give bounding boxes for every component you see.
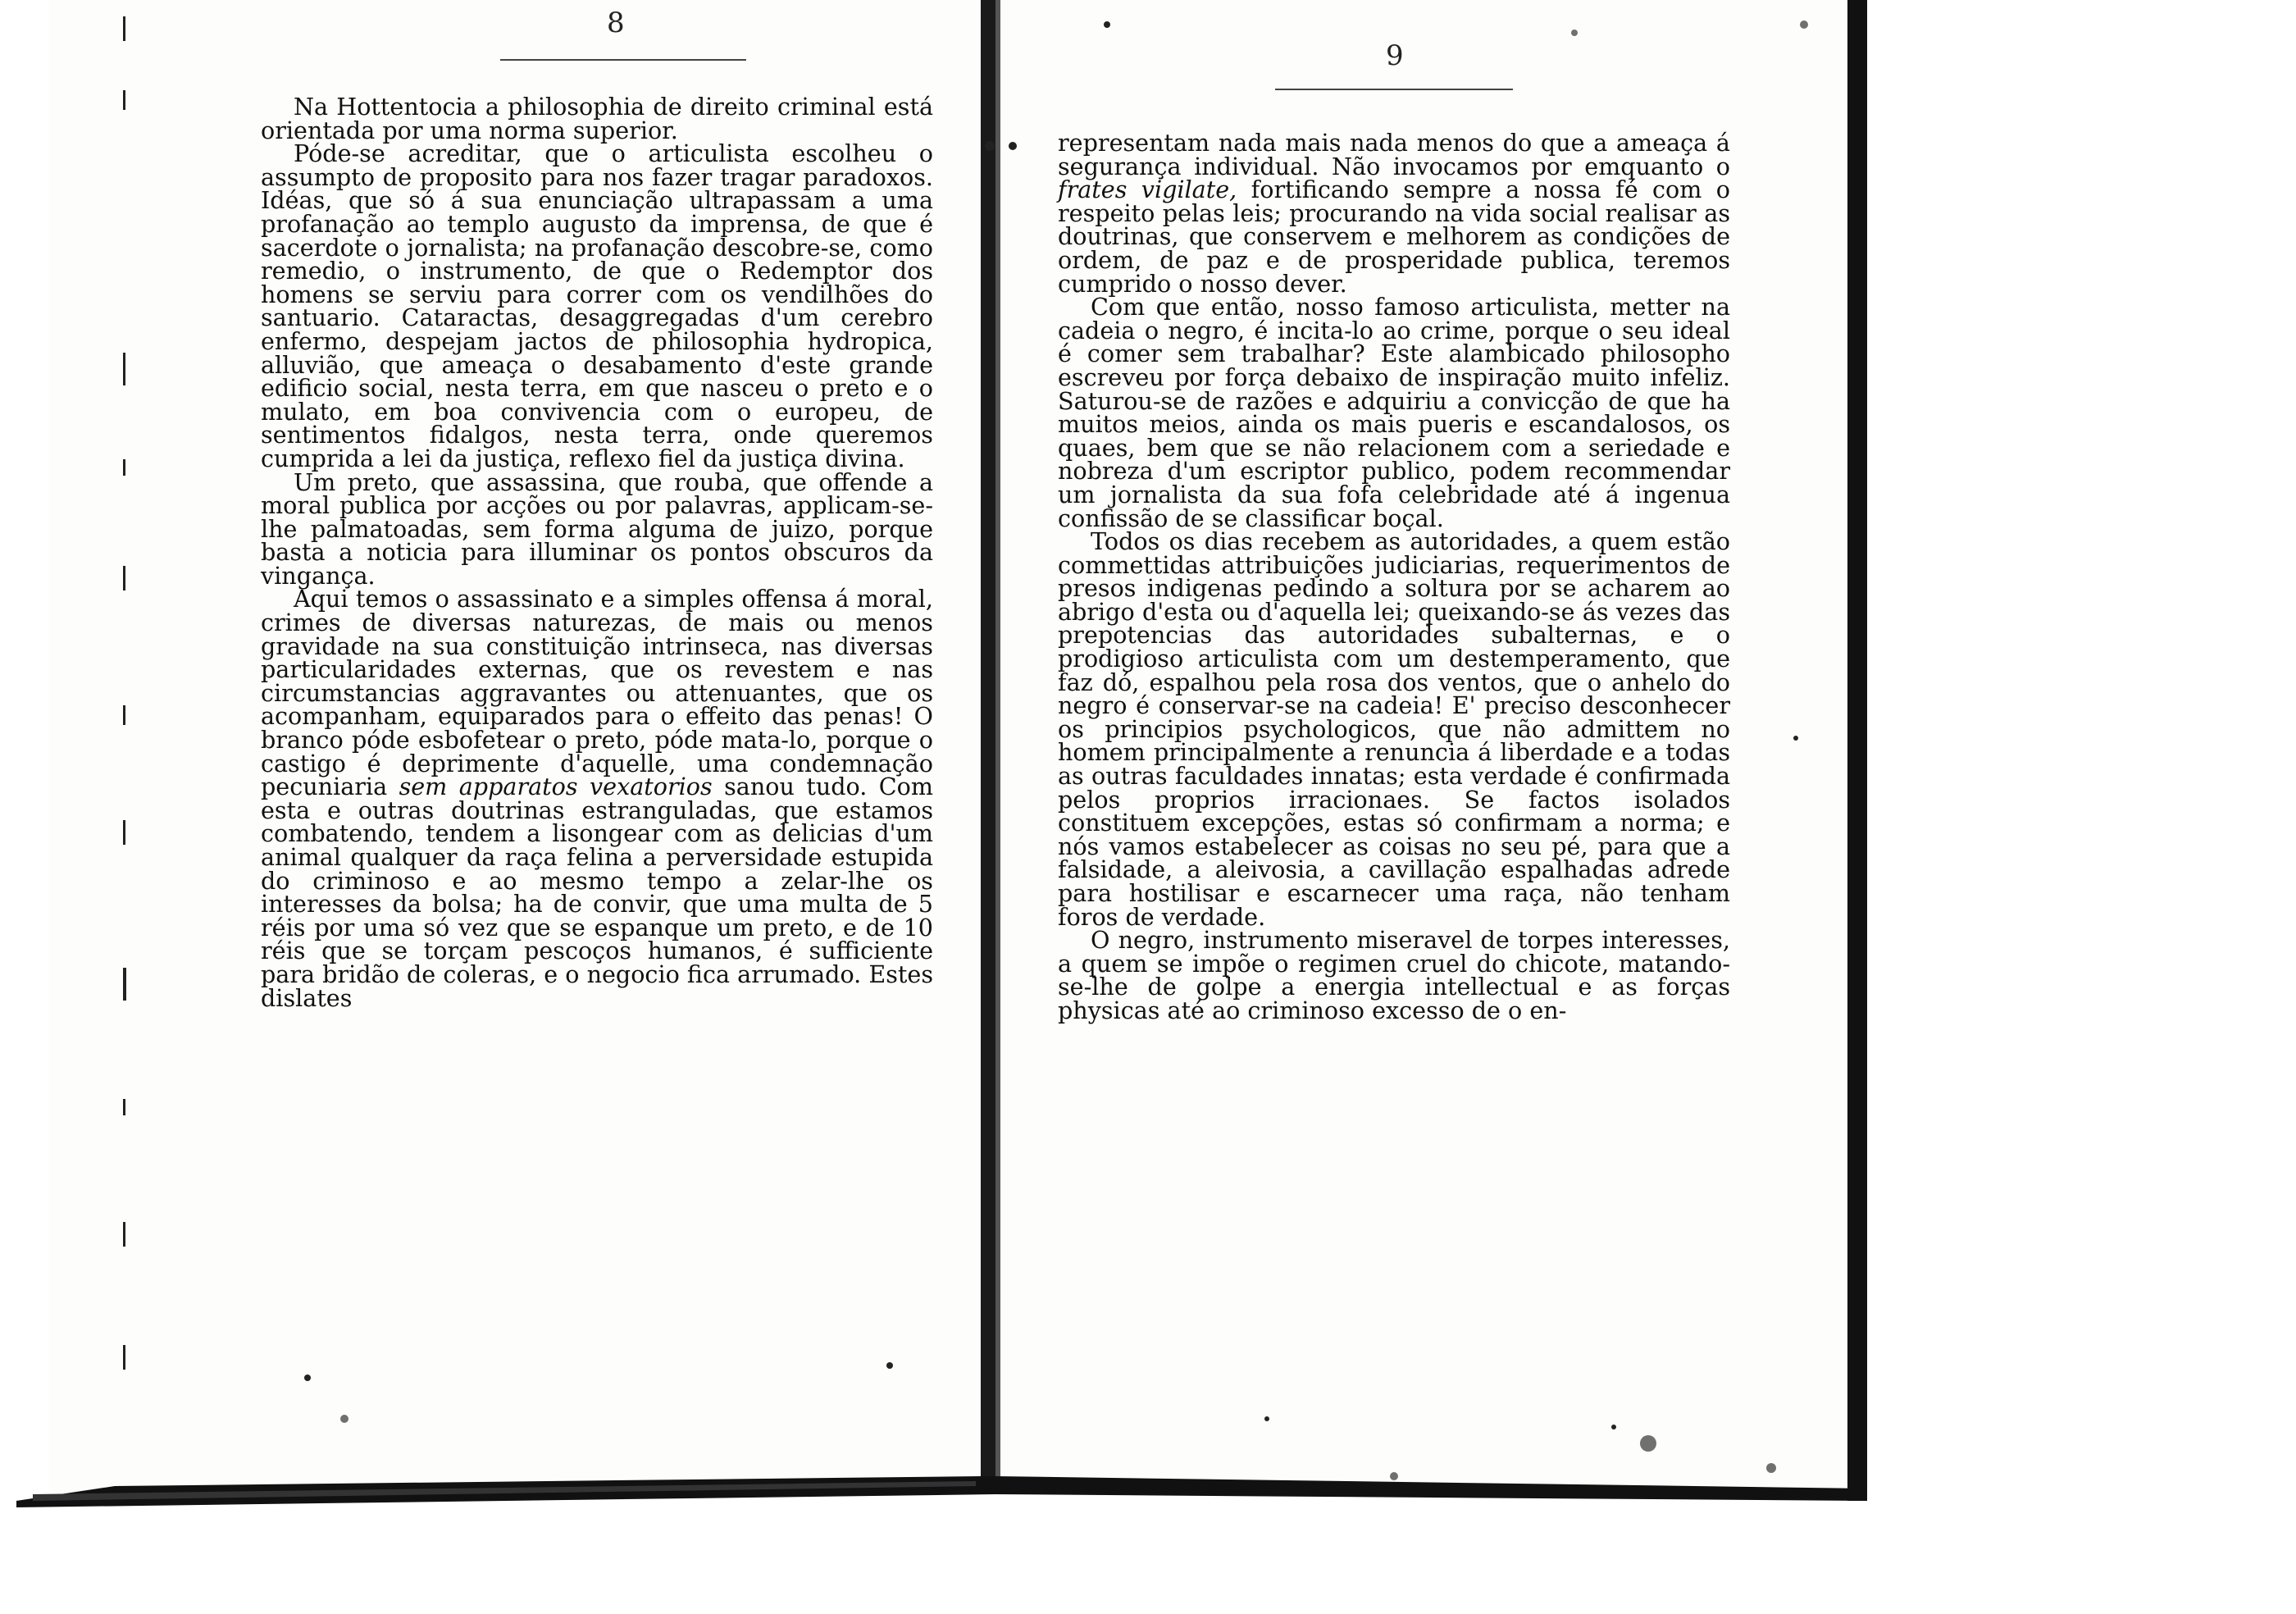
right-page-edge	[1847, 0, 1867, 1501]
left-page-text	[261, 95, 933, 1010]
left-italic-phrase: sem apparatos vexatorios	[399, 773, 713, 801]
right-paragraph-lead	[1058, 129, 1730, 298]
left-paragraph-4	[261, 587, 933, 1010]
left-paragraph-3: Um preto, que assassina, que rouba, que offende a moral publica por acções ou por palavras, applicam-se-lhe palmatoadas, sem forma alguma de juizo, porque basta a noticia para illuminar os pontos obscuros da vingança.	[261, 467, 933, 590]
right-italic-phrase: frates vigilate,	[1058, 176, 1237, 204]
right-header-rule	[1275, 89, 1513, 90]
right-page-text	[1058, 131, 1730, 1023]
right-paragraph-2: Todos os dias recebem as autoridades, a quem estão commettidas attribuições judiciarias, requerimentos de presos indigenas pedindo a soltura por se acharem ao abrigo d'esta ou d'aquella lei; queixando-se ás vezes das prepotencias das autoridades subalternas, e o prodigioso articulista com um destemperamento, que faz dó, espalhou pela rosa dos ventos, que o anhelo do negro é conservar-se na cadeia! E' preciso desconhecer os principios psychologicos, que não admittem no homem principalmente a renuncia á liberdade e a todas as outras faculdades innatas; esta verdade é confirmada pelos proprios irracionaes. Se factos isolados constituem excepções, estas só confirmam a norma; e nós vamos estabelecer as coisas no seu pé, para que a falsidade, a aleivosia, a cavillação espalhadas adrede para hostilisar e escarnecer uma raça, não tenham foros de verdade.	[1058, 527, 1730, 931]
book-spine	[981, 0, 995, 1484]
right-paragraph-1: Com que então, nosso famoso articulista, metter na cadeia o negro, é incita-lo ao crime, porque o seu ideal é comer sem trabalhar? Este alambicado philosopho escreveu por força debaixo de inspiração muito infeliz. Saturou-se de razões e adquiriu a convicção de que ha muitos meios, ainda os mais pueris e escandalosos, os quaes, bem que se não relacionem com a seriedade e nobreza d'um escriptor publico, podem recommendar um jornalista da sua fofa celebridade até á ingenua confissão de se classificar boçal.	[1058, 293, 1730, 532]
left-page-number: 8	[607, 7, 625, 39]
right-page-number: 9	[1386, 39, 1404, 72]
right-paragraph-3: O negro, instrumento miseravel de torpes interesses, a quem se impõe o regimen cruel do chicote, matando-se-lhe de golpe a energia intellectual e as forças physicas até ao criminoso excesso de o en-	[1058, 926, 1730, 1024]
left-paragraph-1: Na Hottentocia a philosophia de direito criminal está orientada por uma norma superior.	[261, 93, 933, 144]
left-paragraph-4-text: Aqui temos o assassinato e a simples offensa á moral, crimes de diversas naturezas, de mais ou menos gravidade na sua constituição intrinseca, nas diversas particularidades externas, que os revestem e nas circumstancias aggravantes ou attenuantes, que os acompanham, equiparados para o effeito das penas! O branco póde esbofetear o preto, póde mata-lo, porque o castigo é deprimente d'aquelle, uma condemnação pecuniaria	[261, 585, 933, 801]
left-paragraph-4-tail: sanou tudo. Com esta e outras doutrinas estranguladas, que estamos combatendo, tendem a lisongear com as delicias d'um animal qualquer da raça felina a perversidade estupida do criminoso e ao mesmo tempo a zelar-lhe os interesses da bolsa; ha de convir, que uma multa de 5 réis por uma só vez que se espanque um preto, e de 10 réis que se torçam pescoços humanos, é sufficiente para bridão de coleras, e o negocio fica arrumado. Estes dislates	[261, 773, 933, 1012]
right-lead-tail: fortificando sempre a nossa fé com o respeito pelas leis; procurando na vida social realisar as doutrinas, que conservem e melhorem as condições de ordem, de paz e de prosperidade publica, teremos cumprido o nosso dever.	[1058, 176, 1730, 298]
right-lead-text: representam nada mais nada menos do que a ameaça á segurança individual. Não invocamos por emquanto o	[1058, 129, 1730, 180]
left-paragraph-2: Póde-se acreditar, que o articulista escolheu o assumpto de proposito para nos fazer tragar paradoxos. Idéas, que só á sua enunciação ultrapassam a uma profanação ao templo augusto da imprensa, de que é sacerdote o jornalista; na profanação descobre-se, como remedio, o instrumento, de que o Redemptor dos homens se serviu para correr com os vendilhões do santuario. Cataractas, desaggregadas d'um cerebro enfermo, despejam jactos de philosophia hydropica, alluvião, que ameaça o desabamento d'este grande edificio social, nesta terra, em que nasceu o preto e o mulato, em boa convivencia com o europeu, de sentimentos fidalgos, nesta terra, onde queremos cumprida a lei da justiça, reflexo fiel da justiça divina.	[261, 139, 933, 472]
left-header-rule	[500, 59, 746, 61]
